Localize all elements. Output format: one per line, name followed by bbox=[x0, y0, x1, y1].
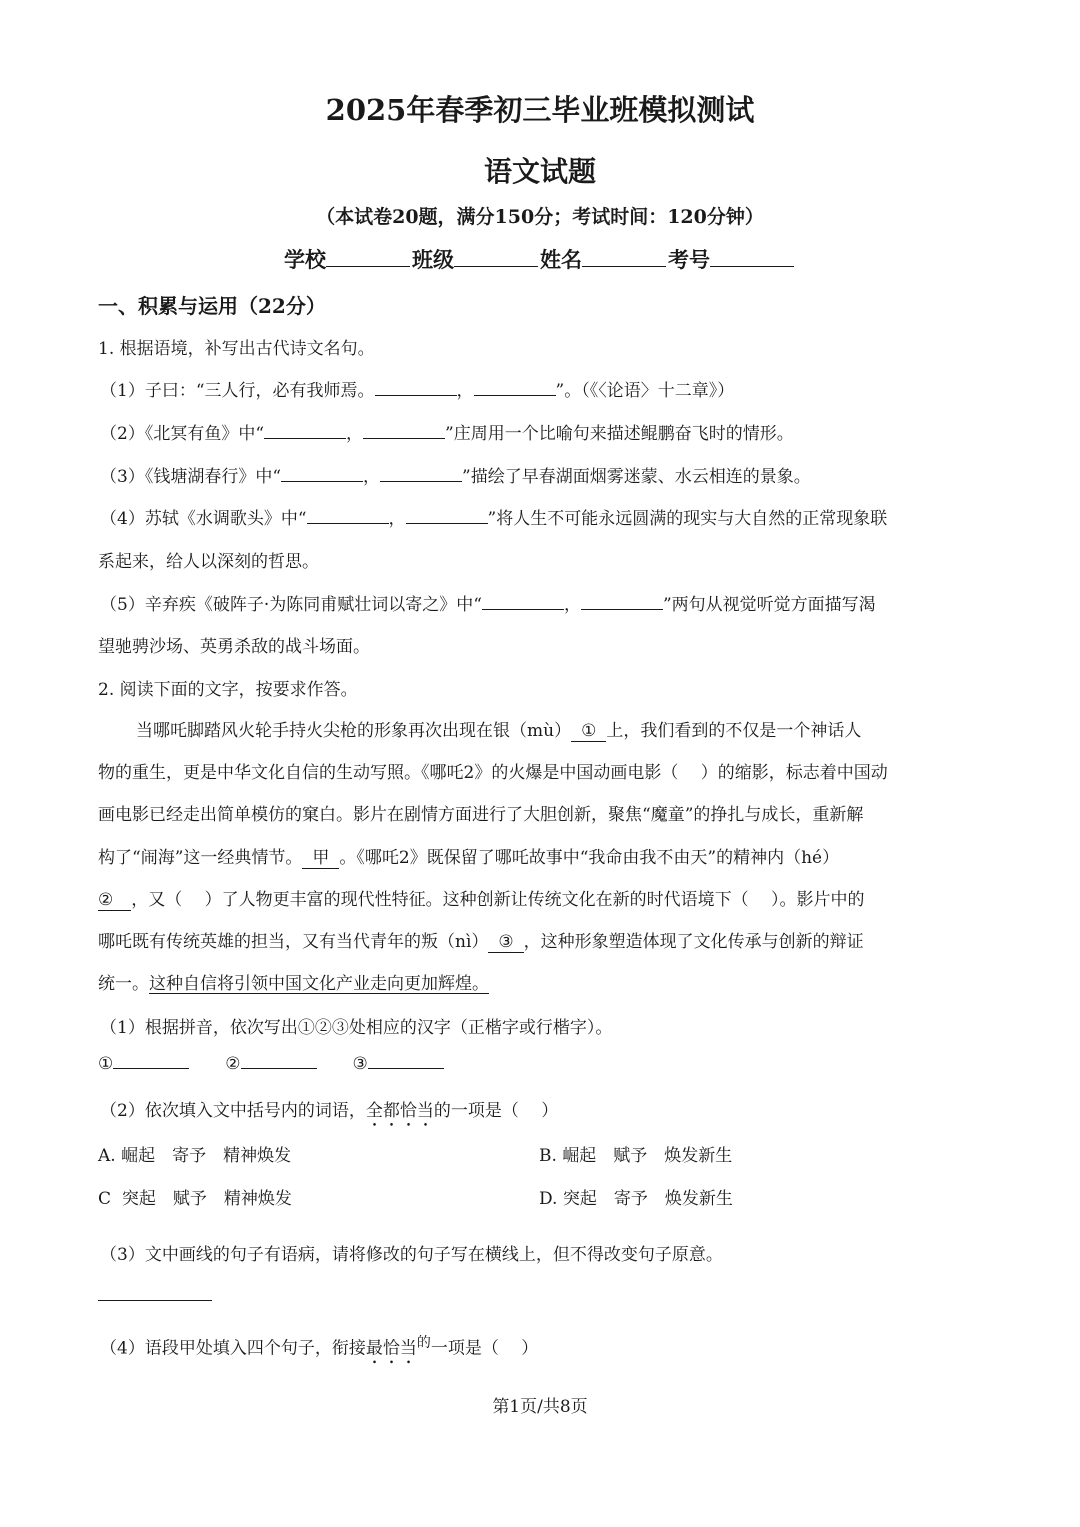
marker-3: ③ bbox=[488, 932, 523, 953]
exam-subtitle: 语文试题 bbox=[483, 155, 596, 188]
marker-2: ② bbox=[98, 890, 131, 911]
question-2-stem: 2. 阅读下面的文字，按要求作答。 bbox=[98, 680, 358, 700]
exam-title: 2025年春季初三毕业班模拟测试 bbox=[325, 93, 755, 127]
answer-blank[interactable] bbox=[307, 509, 389, 524]
answer-blank[interactable] bbox=[113, 1054, 189, 1069]
page-number: 第1页/共8页 bbox=[492, 1397, 588, 1417]
answer-blank[interactable] bbox=[281, 467, 363, 482]
option-a[interactable]: A. 崛起 寄予 精神焕发 bbox=[98, 1146, 292, 1166]
q1-item-4: （4）苏轼《水调歌头》中“ ， ”将人生不可能永远圆满的现实与大自然的正常现象联 bbox=[100, 509, 888, 529]
passage-line-6: 哪吒既有传统英雄的担当，又有当代青年的叛（nì） ③ ，这种形象塑造体现了文化传承与创新的辩证 bbox=[98, 932, 864, 952]
option-d[interactable]: D. 突起 寄予 焕发新生 bbox=[539, 1189, 733, 1209]
passage-line-3: 画电影已经走出简单模仿的窠白。影片在剧情方面进行了大胆创新，聚焦“魔童”的挣扎与成长，重新解 bbox=[98, 805, 864, 825]
answer-blank[interactable] bbox=[380, 467, 462, 482]
field-name-label: 姓名 bbox=[540, 247, 582, 272]
q2-sub-4: （4）语段甲处填入四个句子，衔接最恰当$^的$一项是（ ） bbox=[100, 1335, 539, 1359]
q1-item-2: （2）《北冥有鱼》中“ ， ”庄周用一个比喻句来描述鲲鹏奋飞时的情形。 bbox=[100, 424, 794, 444]
field-class-blank[interactable] bbox=[454, 248, 538, 267]
answer-blank[interactable] bbox=[368, 1054, 444, 1069]
question-1-stem: 1. 根据语境，补写出古代诗文名句。 bbox=[98, 339, 375, 359]
q1-item-3: （3）《钱塘湖春行》中“ ， ”描绘了早春湖面烟雾迷蒙、水云相连的景象。 bbox=[100, 467, 811, 487]
q1-item-4-cont: 系起来，给人以深刻的哲思。 bbox=[98, 552, 319, 572]
q1-item-5-cont: 望驰骋沙场、英勇杀敌的战斗场面。 bbox=[98, 637, 370, 657]
field-name-blank[interactable] bbox=[582, 248, 666, 267]
passage-line-1: 当哪吒脚踏风火轮手持火尖枪的形象再次出现在银（mù） ① 上，我们看到的不仅是一个神话人 bbox=[136, 721, 862, 741]
q1-item-1: （1）子曰：“三人行，必有我师焉。 ， ”。（《〈论语〉十二章》） bbox=[100, 381, 735, 401]
emphasis-text: 全都恰当 bbox=[365, 1101, 434, 1121]
answer-blank[interactable] bbox=[474, 381, 556, 396]
field-school-label: 学校 bbox=[284, 247, 326, 272]
option-c[interactable]: C 突起 赋予 精神焕发 bbox=[98, 1189, 292, 1209]
exam-meta: （本试卷20题，满分150分；考试时间：120分钟） bbox=[316, 206, 764, 228]
passage-line-2: 物的重生，更是中华文化自信的生动写照。《哪吒2》的火爆是中国动画电影（ ）的缩影，标志着中国动 bbox=[98, 763, 888, 783]
field-id-blank[interactable] bbox=[710, 248, 794, 267]
field-id-label: 考号 bbox=[668, 247, 710, 272]
marker-1: ① bbox=[571, 721, 606, 742]
marker-jia: 甲 bbox=[302, 843, 339, 869]
emphasis-text: 最恰当 bbox=[365, 1338, 417, 1359]
q2-sub-3: （3）文中画线的句子有语病，请将修改的句子写在横线上，但不得改变句子原意。 bbox=[100, 1245, 723, 1265]
q2-sub-2: （2）依次填入文中括号内的词语，全都恰当的一项是（ ） bbox=[100, 1101, 559, 1121]
answer-line[interactable] bbox=[98, 1300, 212, 1301]
section-heading: 一、积累与运用（22分） bbox=[98, 294, 326, 318]
passage-line-5: ② ，又（ ）了人物更丰富的现代性特征。这种创新让传统文化在新的时代语境下（ ）。影片中的 bbox=[98, 890, 865, 910]
answer-blank[interactable] bbox=[406, 509, 488, 524]
answer-blank[interactable] bbox=[581, 595, 663, 610]
passage-line-7: 统一。这种自信将引领中国文化产业走向更加辉煌。 bbox=[98, 974, 489, 994]
option-b[interactable]: B. 崛起 赋予 焕发新生 bbox=[539, 1146, 733, 1166]
field-school-blank[interactable] bbox=[326, 248, 410, 267]
answer-blank[interactable] bbox=[264, 424, 346, 439]
student-info-row bbox=[0, 244, 1080, 274]
q2-sub-1-blanks: ① ② ③ bbox=[98, 1054, 444, 1074]
q2-sub-1: （1）根据拼音，依次写出①②③处相应的汉字（正楷字或行楷字）。 bbox=[100, 1018, 613, 1038]
answer-blank[interactable] bbox=[375, 381, 457, 396]
answer-blank[interactable] bbox=[482, 595, 564, 610]
answer-blank[interactable] bbox=[241, 1054, 317, 1069]
underlined-sentence: 这种自信将引领中国文化产业走向更加辉煌。 bbox=[149, 974, 489, 994]
answer-blank[interactable] bbox=[363, 424, 445, 439]
field-class-label: 班级 bbox=[412, 247, 454, 272]
q1-item-5: （5）辛弃疾《破阵子·为陈同甫赋壮词以寄之》中“ ， ”两句从视觉听觉方面描写渴 bbox=[100, 595, 876, 615]
passage-line-4: 构了“闹海”这一经典情节。 甲 。《哪吒2》既保留了哪吒故事中“我命由我不由天”的精神内（hé） bbox=[98, 843, 839, 869]
